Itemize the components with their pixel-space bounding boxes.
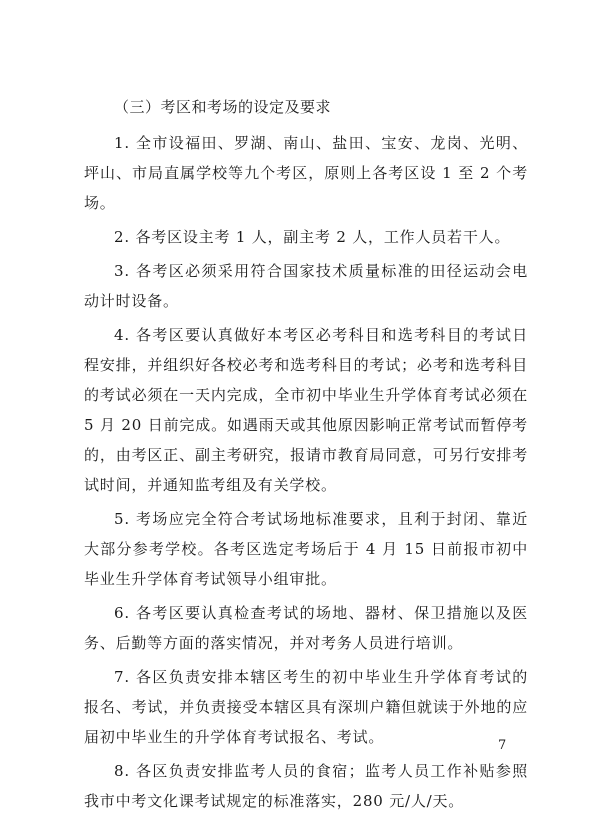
paragraph-6: 6. 各考区要认真检查考试的场地、器材、保卫措施以及医务、后勤等方面的落实情况，并对考务人员进行培训。 (84, 604, 528, 652)
section-heading: （三）考区和考场的设定及要求 (114, 98, 332, 116)
paragraph-1: 1. 全市设福田、罗湖、南山、盐田、宝安、龙岗、光明、坪山、市局直属学校等九个考区，原则上各考区设 1 至 2 个考场。 (84, 134, 528, 212)
paragraph-7: 7. 各区负责安排本辖区考生的初中毕业生升学体育考试的报名、考试，并负责接受本辖区具有深圳户籍但就读于外地的应届初中毕业生的升学体育考试报名、考试。 (84, 668, 528, 746)
paragraph-2: 2. 各考区设主考 1 人，副主考 2 人，工作人员若干人。 (114, 228, 511, 246)
document-body (84, 96, 528, 820)
paragraph-5: 5. 考场应完全符合考试场地标准要求，且利于封闭、靠近大部分参考学校。各考区选定考场后于 4 月 15 日前报市初中毕业生升学体育考试领导小组审批。 (84, 510, 528, 588)
paragraph-3: 3. 各考区必须采用符合国家技术质量标准的田径运动会电动计时设备。 (84, 262, 528, 310)
paragraph-8: 8. 各区负责安排监考人员的食宿；监考人员工作补贴参照我市中考文化课考试规定的标准落实，280 元/人/天。 (84, 762, 528, 810)
page-number: 7 (498, 738, 507, 753)
paragraph-4: 4. 各考区要认真做好本考区必考科目和选考科目的考试日程安排，并组织好各校必考和选考科目的考试；必考和选考科目的考试必须在一天内完成，全市初中毕业生升学体育考试必须在 5 月 20 日前完成。如遇雨天或其他原因影响正常考试而暂停考的，由考区正、副主考研究，报请市教育局同意，可另行安排考试时间，并通知监考组及有关学校。 (84, 326, 528, 494)
